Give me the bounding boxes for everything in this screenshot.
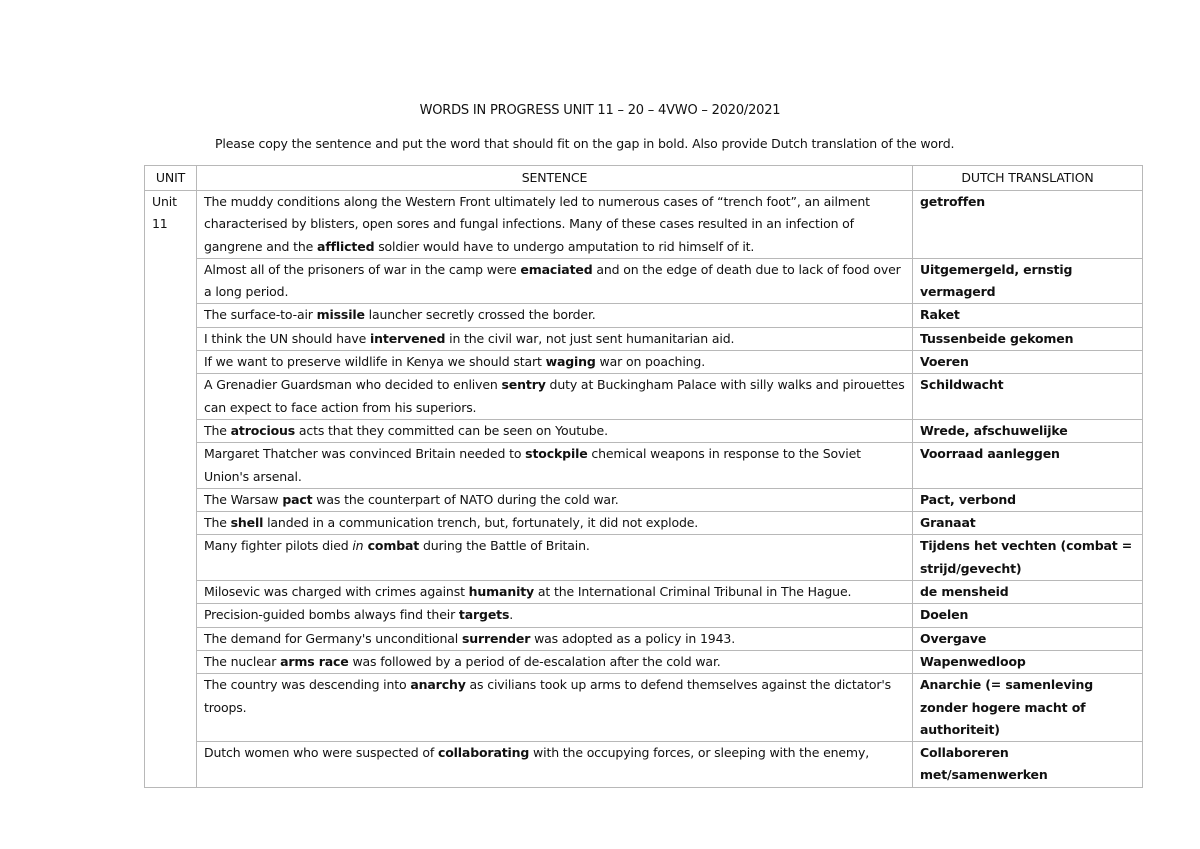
- unit-cell: Unit 11: [145, 191, 197, 788]
- dutch-translation-cell: Voorraad aanleggen: [913, 443, 1143, 489]
- target-word: stockpile: [525, 446, 588, 462]
- dutch-translation-cell: Tijdens het vechten (combat = strijd/gevecht): [913, 535, 1143, 581]
- instructions: Please copy the sentence and put the word that should fit on the gap in bold. Also provide Dutch translation of the word.: [215, 136, 955, 151]
- table-row: [145, 650, 1143, 673]
- sentence-before: The: [204, 515, 231, 531]
- sentence-cell: [197, 327, 913, 350]
- table-row: [145, 443, 1143, 489]
- sentence-after: duty at Buckingham Palace with silly walks and pirouettes can expect to face action from his superiors.: [204, 377, 905, 415]
- sentence-after: .: [509, 607, 514, 623]
- sentence-cell: [197, 419, 913, 442]
- sentence-after: acts that they committed can be seen on Youtube.: [295, 422, 608, 438]
- table-row: [145, 512, 1143, 535]
- table-row: [145, 191, 1143, 259]
- sentence-after: at the International Criminal Tribunal in The Hague.: [534, 584, 852, 600]
- sentence-before: I think the UN should have: [204, 330, 371, 346]
- sentence-before: The country was descending into: [204, 677, 411, 693]
- target-word: waging: [545, 354, 596, 370]
- target-word: afflicted: [317, 238, 375, 254]
- header-sentence: SENTENCE: [197, 166, 913, 191]
- sentence-before: A Grenadier Guardsman who decided to enliven: [204, 377, 502, 393]
- target-word: targets: [458, 607, 510, 623]
- target-word: missile: [316, 307, 365, 323]
- table-body: [145, 191, 1143, 788]
- dutch-translation-cell: Collaboreren met/samenwerken: [913, 742, 1143, 788]
- table-row: [145, 304, 1143, 327]
- target-word: arms race: [280, 653, 349, 669]
- sentence-after: was adopted as a policy in 1943.: [530, 630, 736, 646]
- target-word: anarchy: [410, 677, 466, 693]
- sentence-after: was the counterpart of NATO during the cold war.: [312, 491, 619, 507]
- dutch-translation-cell: Anarchie (= samenleving zonder hogere macht of authoriteit): [913, 674, 1143, 742]
- sentence-cell: [197, 742, 913, 788]
- sentence-cell: [197, 512, 913, 535]
- dutch-translation-cell: getroffen: [913, 191, 1143, 259]
- sentence-cell: [197, 191, 913, 259]
- sentence-before: The muddy conditions along the Western Front ultimately led to numerous cases of “trench foot”, an ailment characterised by blisters, open sores and fungal infections. Many of these cases resulted in an infection of gangrene and the: [204, 194, 870, 254]
- sentence-after: in the civil war, not just sent humanitarian aid.: [445, 330, 735, 346]
- dutch-translation-cell: Doelen: [913, 604, 1143, 627]
- sentence-cell: [197, 443, 913, 489]
- target-word: pact: [282, 491, 313, 507]
- target-word: sentry: [501, 377, 546, 393]
- table-row: [145, 535, 1143, 581]
- sentence-before: The Warsaw: [204, 491, 283, 507]
- sentence-cell: [197, 374, 913, 420]
- sentence-cell: [197, 488, 913, 511]
- sentence-cell: [197, 674, 913, 742]
- target-word: shell: [230, 515, 264, 531]
- sentence-before: Margaret Thatcher was convinced Britain needed to: [204, 446, 526, 462]
- sentence-after: during the Battle of Britain.: [419, 538, 590, 554]
- target-word: atrocious: [230, 422, 296, 438]
- sentence-before: The: [204, 422, 231, 438]
- vocabulary-table: [144, 165, 1143, 788]
- target-word: collaborating: [437, 745, 530, 761]
- sentence-before: The surface-to-air: [204, 307, 317, 323]
- sentence-before: Precision-guided bombs always find their: [204, 607, 459, 623]
- header-unit: UNIT: [145, 166, 197, 191]
- sentence-italic: in: [352, 538, 364, 554]
- table-row: [145, 419, 1143, 442]
- page-title: WORDS IN PROGRESS UNIT 11 – 20 – 4VWO – 2020/2021: [419, 103, 781, 118]
- dutch-translation-cell: Wrede, afschuwelijke: [913, 419, 1143, 442]
- table-row: [145, 742, 1143, 788]
- sentence-cell: [197, 604, 913, 627]
- dutch-translation-cell: Raket: [913, 304, 1143, 327]
- sentence-after: with the occupying forces, or sleeping with the enemy,: [529, 745, 870, 761]
- table-row: [145, 258, 1143, 304]
- sentence-cell: [197, 581, 913, 604]
- sentence-before: Dutch women who were suspected of: [204, 745, 438, 761]
- sentence-after: war on poaching.: [595, 354, 706, 370]
- sentence-cell: [197, 258, 913, 304]
- table-row: [145, 488, 1143, 511]
- sentence-cell: [197, 304, 913, 327]
- table-row: [145, 351, 1143, 374]
- table-row: [145, 374, 1143, 420]
- table-row: [145, 327, 1143, 350]
- target-word: surrender: [461, 630, 531, 646]
- target-word: humanity: [468, 584, 535, 600]
- table-row: [145, 674, 1143, 742]
- target-word: emaciated: [520, 261, 593, 277]
- sentence-cell: [197, 535, 913, 581]
- sentence-before: The nuclear: [204, 653, 281, 669]
- sentence-after: landed in a communication trench, but, fortunately, it did not explode.: [263, 515, 699, 531]
- sentence-after: was followed by a period of de-escalation after the cold war.: [348, 653, 721, 669]
- sentence-before: If we want to preserve wildlife in Kenya we should start: [204, 354, 546, 370]
- dutch-translation-cell: Tussenbeide gekomen: [913, 327, 1143, 350]
- sentence-before: Milosevic was charged with crimes against: [204, 584, 469, 600]
- sentence-after: chemical weapons in response to the Soviet Union's arsenal.: [204, 446, 861, 484]
- dutch-translation-cell: de mensheid: [913, 581, 1143, 604]
- dutch-translation-cell: Voeren: [913, 351, 1143, 374]
- sentence-before: The demand for Germany's unconditional: [204, 630, 462, 646]
- sentence-before: Almost all of the prisoners of war in the camp were: [204, 261, 521, 277]
- sentence-cell: [197, 351, 913, 374]
- sentence-after: as civilians took up arms to defend themselves against the dictator's troops.: [204, 677, 892, 715]
- dutch-translation-cell: Uitgemergeld, ernstig vermagerd: [913, 258, 1143, 304]
- dutch-translation-cell: Schildwacht: [913, 374, 1143, 420]
- table-row: [145, 627, 1143, 650]
- sentence-before: Many fighter pilots died: [204, 538, 353, 554]
- sentence-after: and on the edge of death due to lack of food over a long period.: [204, 261, 901, 300]
- dutch-translation-cell: Pact, verbond: [913, 488, 1143, 511]
- sentence-after: soldier would have to undergo amputation to rid himself of it.: [374, 238, 755, 254]
- dutch-translation-cell: Granaat: [913, 512, 1143, 535]
- header-dutch-translation: DUTCH TRANSLATION: [913, 166, 1143, 191]
- sentence-cell: [197, 627, 913, 650]
- target-word: combat: [363, 538, 420, 554]
- target-word: intervened: [370, 330, 446, 346]
- table-header-row: [145, 166, 1143, 191]
- table-row: [145, 581, 1143, 604]
- dutch-translation-cell: Wapenwedloop: [913, 650, 1143, 673]
- dutch-translation-cell: Overgave: [913, 627, 1143, 650]
- sentence-after: launcher secretly crossed the border.: [364, 307, 596, 323]
- sentence-cell: [197, 650, 913, 673]
- table-row: [145, 604, 1143, 627]
